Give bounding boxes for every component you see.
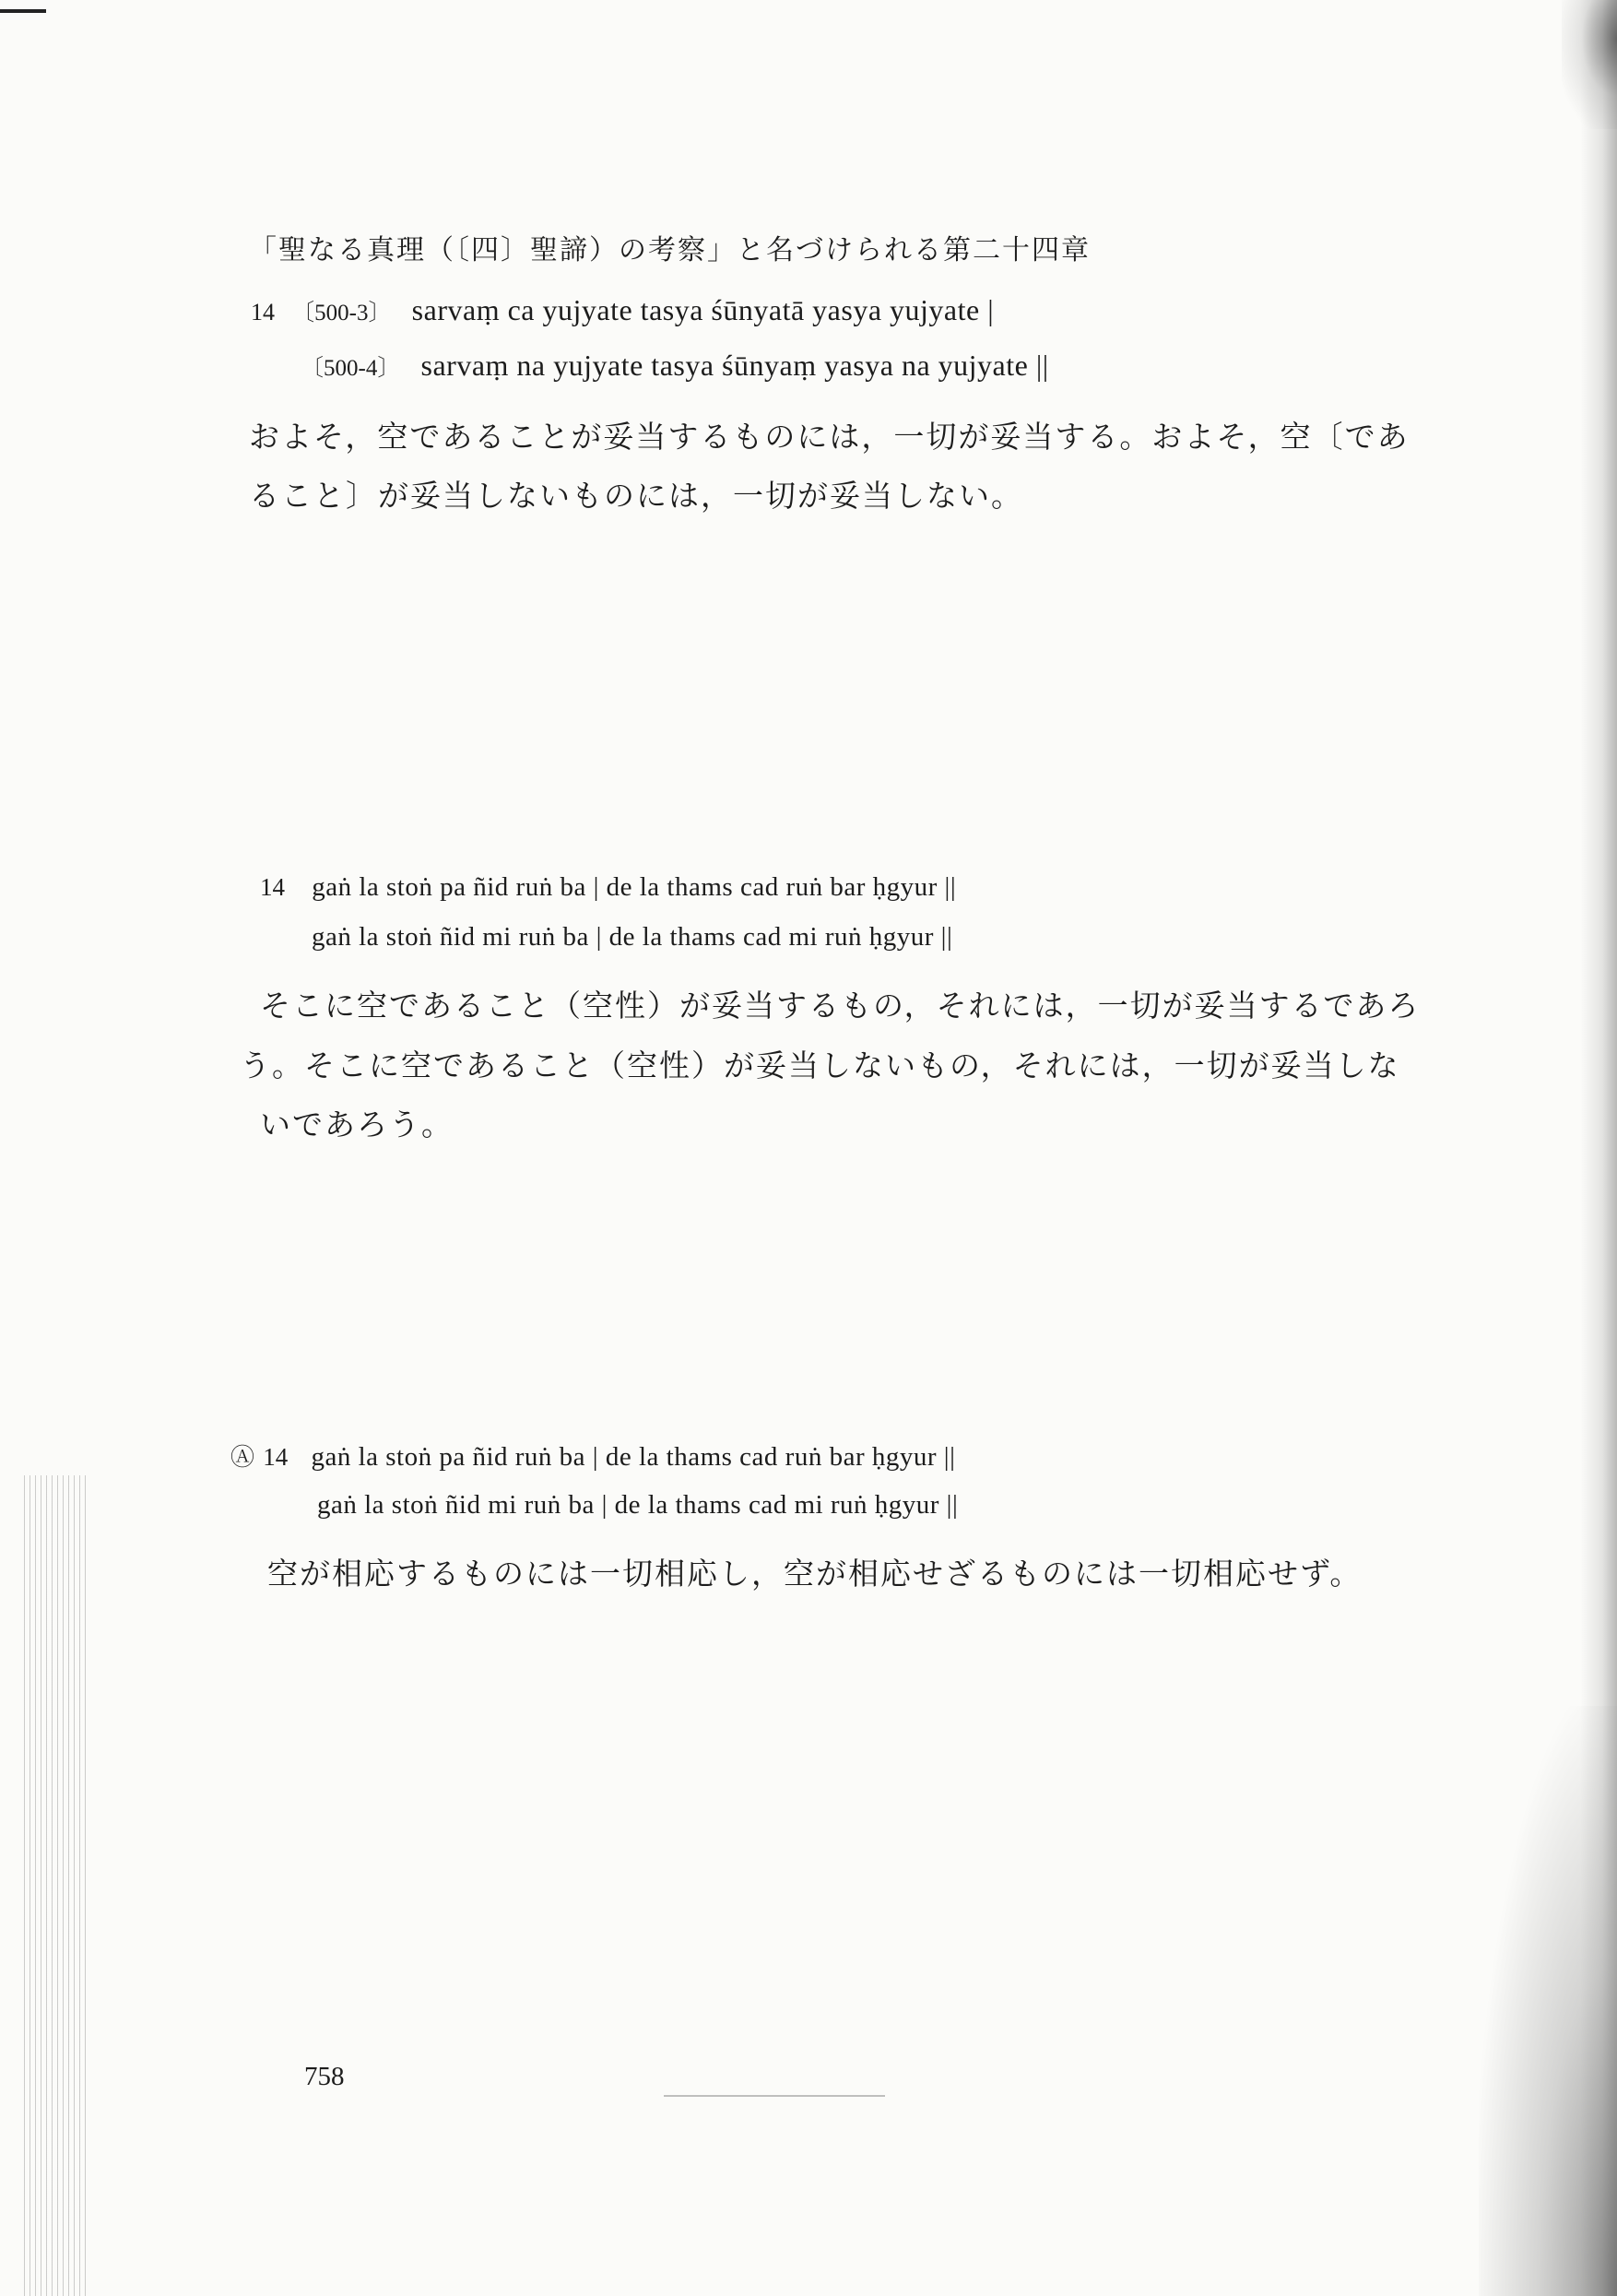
variant-translation: 空が相応するものには一切相応し，空が相応せざるものには一切相応せず。 (267, 1556, 1363, 1592)
variant-line-2: gaṅ la stoṅ ñid mi ruṅ ba | de la thams cad mi ruṅ ḥgyur || (317, 1490, 959, 1520)
verse-number: 14 (260, 873, 285, 901)
sanskrit-text: sarvaṃ ca yujyate tasya śūnyatā yasya yujyate | (411, 293, 995, 326)
sanskrit-text: sarvaṃ na yujyate tasya śūnyaṃ yasya na yujyate || (420, 349, 1049, 382)
page-number: 758 (304, 2062, 345, 2091)
scan-binding-lines (24, 1475, 89, 2296)
tibetan-translation-line-3: いであろう。 (260, 1107, 454, 1142)
sanskrit-translation-line-1: およそ，空であることが妥当するものには，一切が妥当する。およそ，空〔であ (249, 419, 1410, 455)
scan-artifact-line (664, 2095, 885, 2097)
verse-reference: 〔500-4〕 (301, 356, 401, 381)
sanskrit-translation-line-2: ること〕が妥当しないものには，一切が妥当しない。 (249, 478, 1023, 514)
variant-line-1 (230, 1438, 955, 1473)
verse-number: 14 (263, 1443, 289, 1471)
tibetan-line-1 (260, 870, 956, 903)
tibetan-text: gaṅ la stoṅ pa ñid ruṅ ba | de la thams cad ruṅ bar ḥgyur || (312, 872, 957, 902)
sanskrit-line-2 (301, 348, 1049, 383)
verse-reference: 〔500-3〕 (291, 301, 392, 325)
variant-marker: Ⓐ (230, 1444, 255, 1472)
variant-text: gaṅ la stoṅ pa ñid ruṅ ba | de la thams cad ruṅ bar ḥgyur || (311, 1442, 956, 1472)
scan-shadow-bottom-right (1479, 1706, 1617, 2296)
chapter-title: 「聖なる真理（〔四〕聖諦）の考察」と名づけられる第二十四章 (249, 234, 1091, 266)
tibetan-translation-line-1: そこに空であること（空性）が妥当するもの，それには，一切が妥当するであろ (260, 988, 1421, 1024)
tibetan-translation-line-2: う。そこに空であること（空性）が妥当しないもの，それには，一切が妥当しな (240, 1047, 1400, 1083)
scan-edge-mark (0, 9, 46, 13)
tibetan-line-2: gaṅ la stoṅ ñid mi ruṅ ba | de la thams cad mi ruṅ ḥgyur || (312, 922, 953, 952)
verse-number: 14 (251, 299, 275, 325)
sanskrit-line-1 (251, 292, 994, 327)
